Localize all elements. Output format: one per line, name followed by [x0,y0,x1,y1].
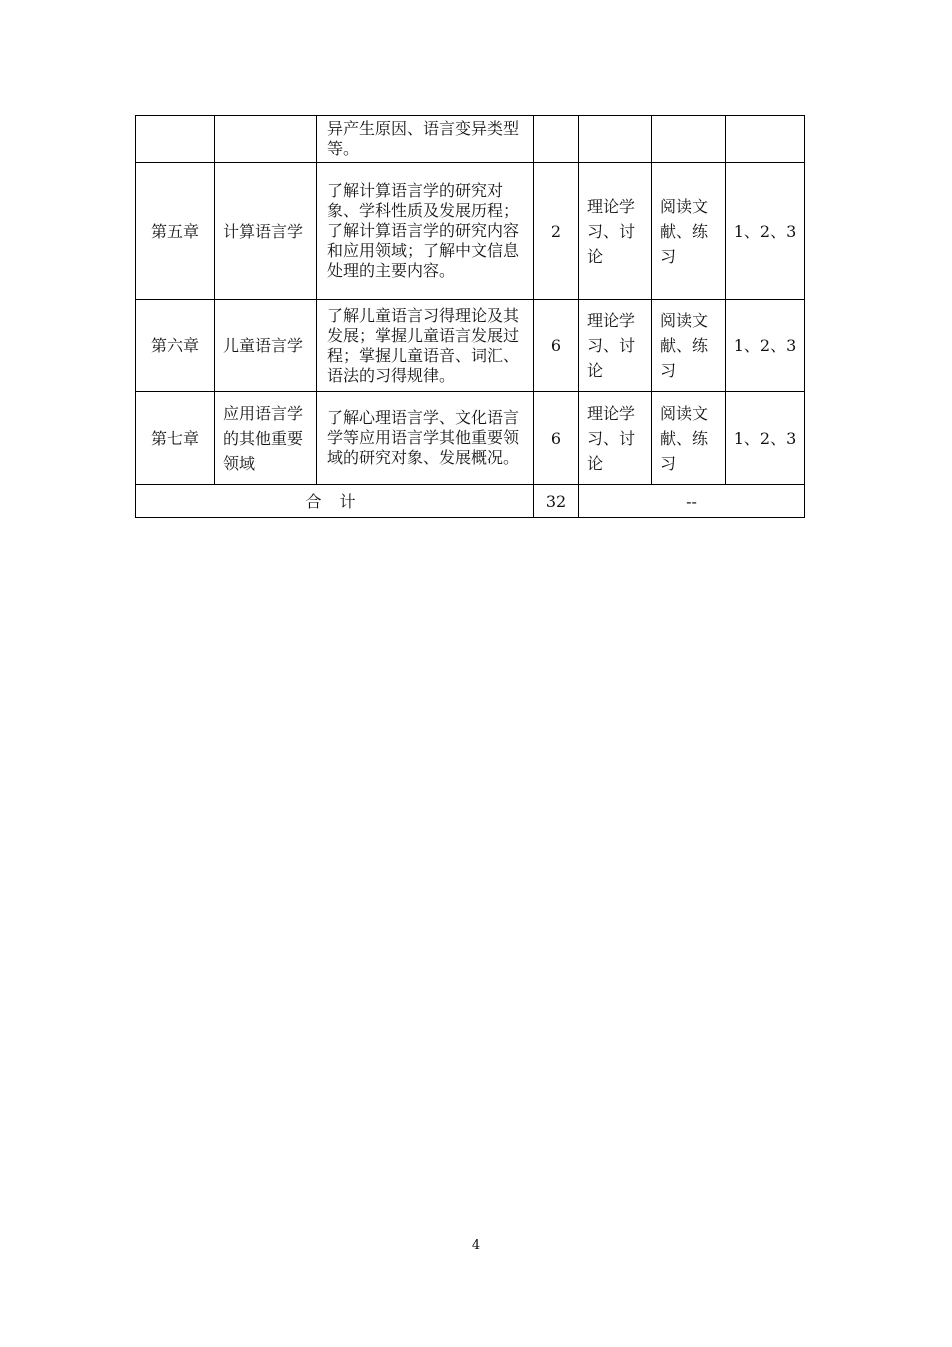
hours-cell: 6 [534,300,579,392]
chapter-title-cell: 应用语言学的其他重要领域 [215,392,317,485]
method-cell: 理论学习、讨论 [579,163,652,300]
assignment-cell: 阅读文献、练习 [652,392,726,485]
target-cell: 1、2、3 [726,392,805,485]
hours-cell: 6 [534,392,579,485]
chapter-title-cell: 计算语言学 [215,163,317,300]
hours-cell: 2 [534,163,579,300]
total-other: -- [579,485,805,518]
chapter-cell: 第六章 [136,300,215,392]
chapter-title-cell: 儿童语言学 [215,300,317,392]
total-label: 合计 [136,485,534,518]
objective-cell: 了解计算语言学的研究对象、学科性质及发展历程；了解计算语言学的研究内容和应用领域；了解中文信息处理的主要内容。 [317,163,534,300]
method-cell: 理论学习、讨论 [579,392,652,485]
chapter-cell: 第五章 [136,163,215,300]
syllabus-table [135,115,805,518]
target-cell [726,116,805,163]
assignment-cell: 阅读文献、练习 [652,163,726,300]
chapter-cell: 第七章 [136,392,215,485]
assignment-cell: 阅读文献、练习 [652,300,726,392]
chapter-cell [136,116,215,163]
total-row [136,485,805,518]
target-cell: 1、2、3 [726,300,805,392]
table-row [136,300,805,392]
target-cell: 1、2、3 [726,163,805,300]
page-number: 4 [471,1238,481,1253]
method-cell: 理论学习、讨论 [579,300,652,392]
chapter-title-cell [215,116,317,163]
objective-cell: 了解心理语言学、文化语言学等应用语言学其他重要领域的研究对象、发展概况。 [317,392,534,485]
method-cell [579,116,652,163]
objective-cell: 了解儿童语言习得理论及其发展；掌握儿童语言发展过程；掌握儿童语音、词汇、语法的习得规律。 [317,300,534,392]
assignment-cell [652,116,726,163]
table-row-continued [136,116,805,163]
objective-cell: 异产生原因、语言变异类型等。 [317,116,534,163]
table-row [136,163,805,300]
total-hours: 32 [534,485,579,518]
hours-cell [534,116,579,163]
table-row [136,392,805,485]
